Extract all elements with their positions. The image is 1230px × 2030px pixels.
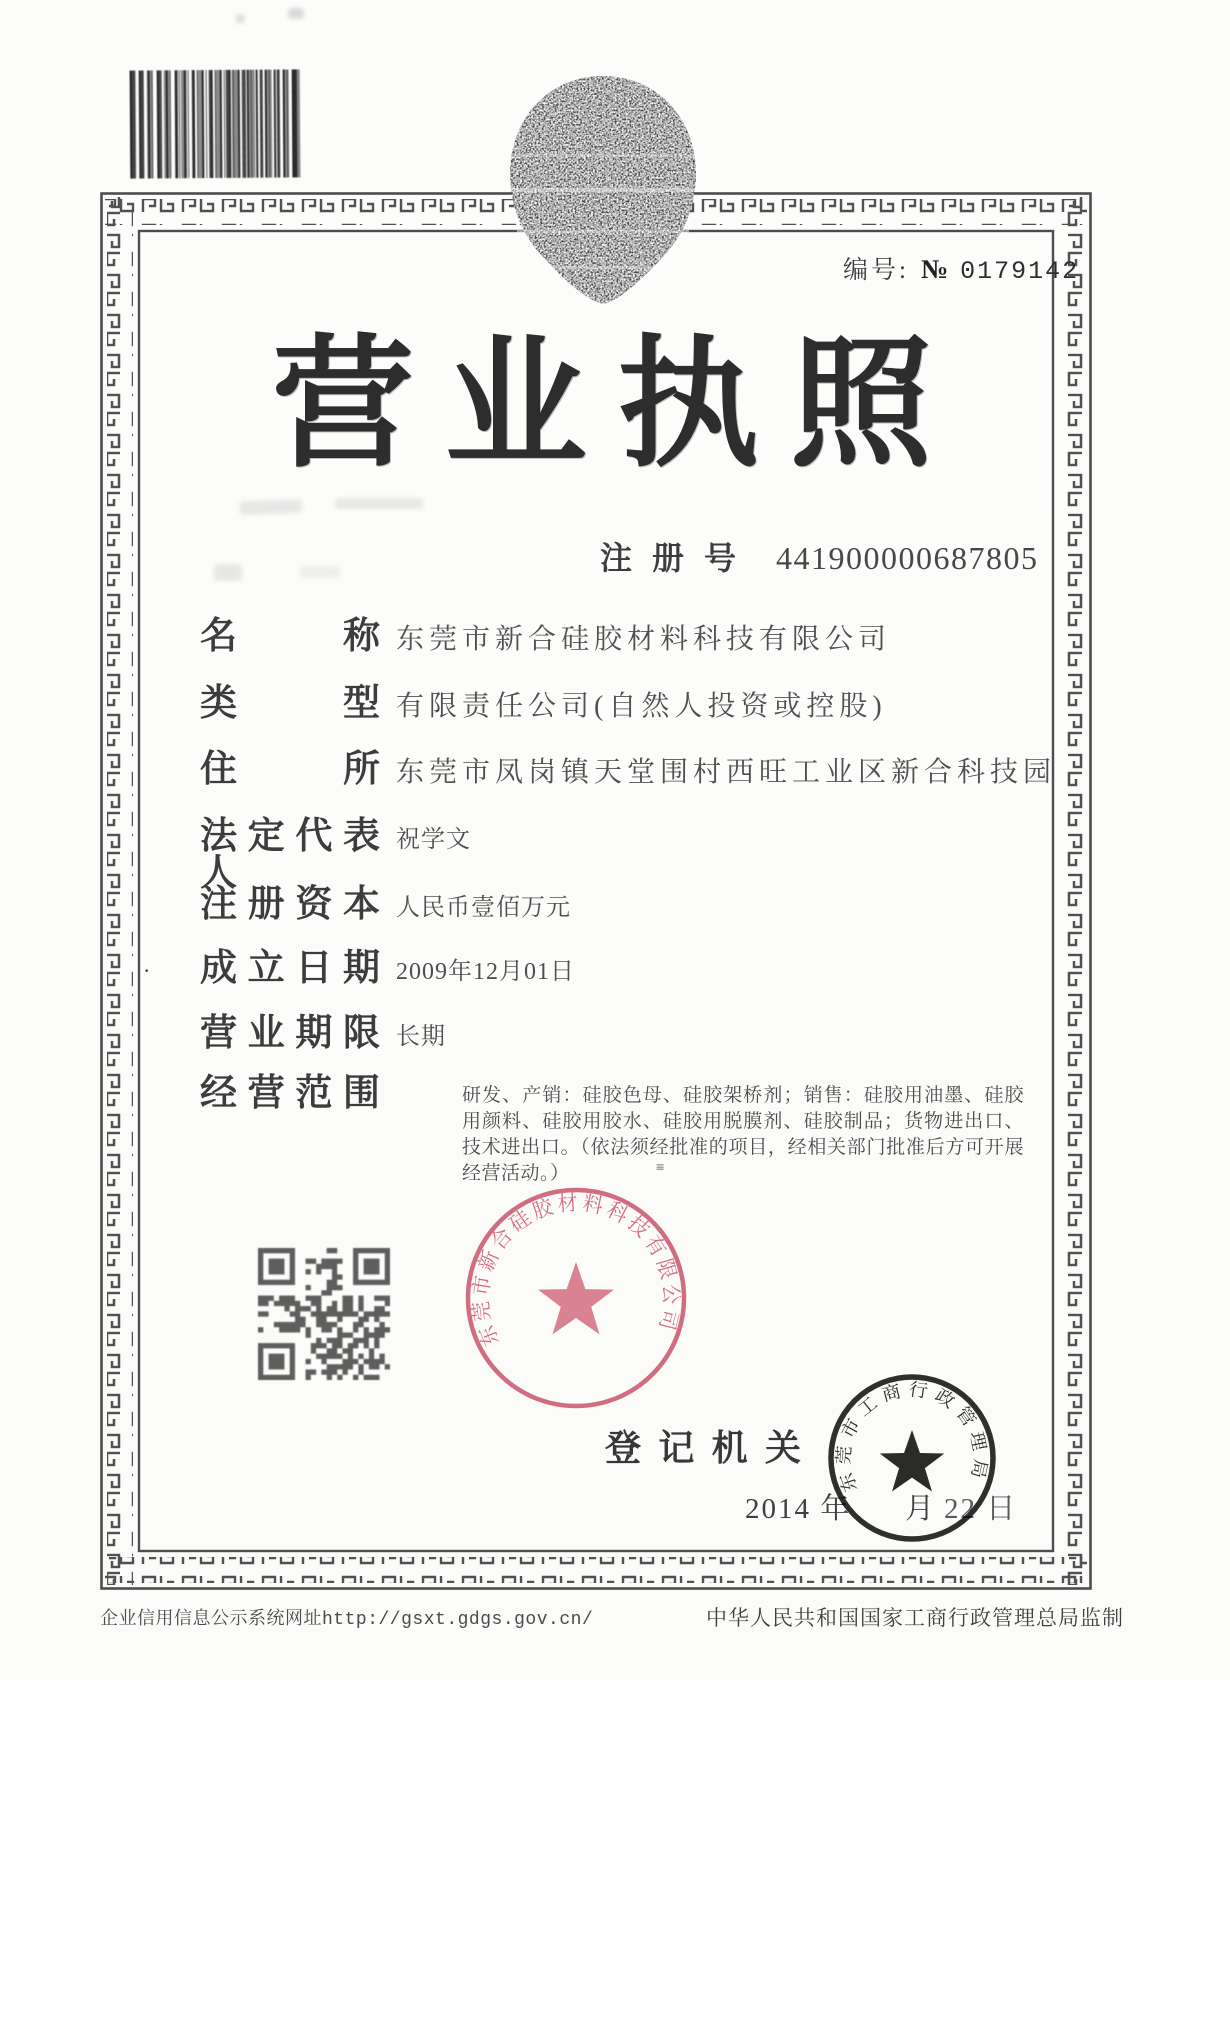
serial-label: 编号: — [843, 257, 909, 284]
field-value-scope: 研发、产销：硅胶色母、硅胶架桥剂；销售：硅胶用油墨、硅胶用颜料、硅胶用胶水、硅胶用脱膜剂、硅胶制品；货物进出口、技术进出口。（依法须经批准的项目，经相关部门批准后方可开展经营活动。） — [462, 1085, 1024, 1184]
company-seal-text: 东莞市新合硅胶材料科技有限公司 — [468, 1190, 684, 1350]
page-title: 营业执照 — [272, 325, 932, 484]
field-value-capital: 人民币壹佰万元 — [396, 895, 571, 921]
scan-artifact-mark: ≡ — [656, 1160, 664, 1176]
serial-number-line — [843, 250, 1079, 286]
scan-smudge — [335, 498, 423, 509]
company-seal — [456, 1178, 696, 1418]
serial-number: 0179142 — [960, 257, 1080, 286]
footer-public-info-url: 企业信用信息公示系统网址http://gsxt.gdgs.gov.cn/ — [100, 1610, 594, 1630]
footer-issuing-authority: 中华人民共和国国家工商行政管理总局监制 — [706, 1606, 1124, 1630]
field-label-type: 类型 — [200, 683, 380, 724]
date-day: 22 日 — [944, 1493, 1018, 1525]
field-label-legal-rep: 法定代表人 — [200, 816, 380, 894]
stamp-star-icon — [880, 1430, 945, 1492]
registration-number-label: 注 册 号 — [600, 540, 743, 576]
registration-number-line — [600, 533, 1039, 579]
registration-number-value: 441900000687805 — [776, 540, 1039, 576]
date-month: 月 — [905, 1493, 937, 1525]
numero-symbol: № — [920, 254, 949, 284]
field-label-address: 住所 — [200, 749, 380, 790]
scan-smudge — [214, 564, 242, 581]
registry-authority-label: 登记机关 — [605, 1428, 801, 1468]
field-value-name: 东莞市新合硅胶材料科技有限公司 — [396, 624, 892, 655]
field-label-name: 名称 — [200, 616, 380, 657]
registry-stamp-text: 东莞市工商行政管理局 — [833, 1379, 991, 1495]
field-label-capital: 注册资本 — [200, 884, 380, 925]
field-label-scope: 经营范围 — [200, 1073, 380, 1114]
field-value-est-date: 2009年12月01日 — [396, 959, 575, 985]
field-label-est-date: 成立日期 — [200, 948, 380, 989]
registry-stamp — [817, 1363, 1007, 1553]
barcode — [130, 69, 301, 178]
seal-star-icon — [538, 1262, 614, 1334]
date-year: 2014 年 — [745, 1493, 852, 1525]
field-value-type: 有限责任公司(自然人投资或控股) — [396, 691, 887, 722]
scan-smudge — [240, 499, 302, 515]
scan-smudge — [288, 8, 304, 19]
field-value-address: 东莞市凤岗镇天堂围村西旺工业区新合科技园 — [396, 757, 1057, 788]
field-label-term: 营业期限 — [200, 1013, 380, 1054]
national-emblem-icon — [497, 70, 709, 310]
scan-smudge — [300, 566, 340, 578]
scan-smudge — [236, 14, 245, 23]
field-value-legal-rep: 祝学文 — [396, 827, 471, 853]
qr-code — [258, 1248, 390, 1380]
scan-artifact-dot: · — [143, 958, 151, 983]
field-value-term: 长期 — [396, 1024, 446, 1050]
